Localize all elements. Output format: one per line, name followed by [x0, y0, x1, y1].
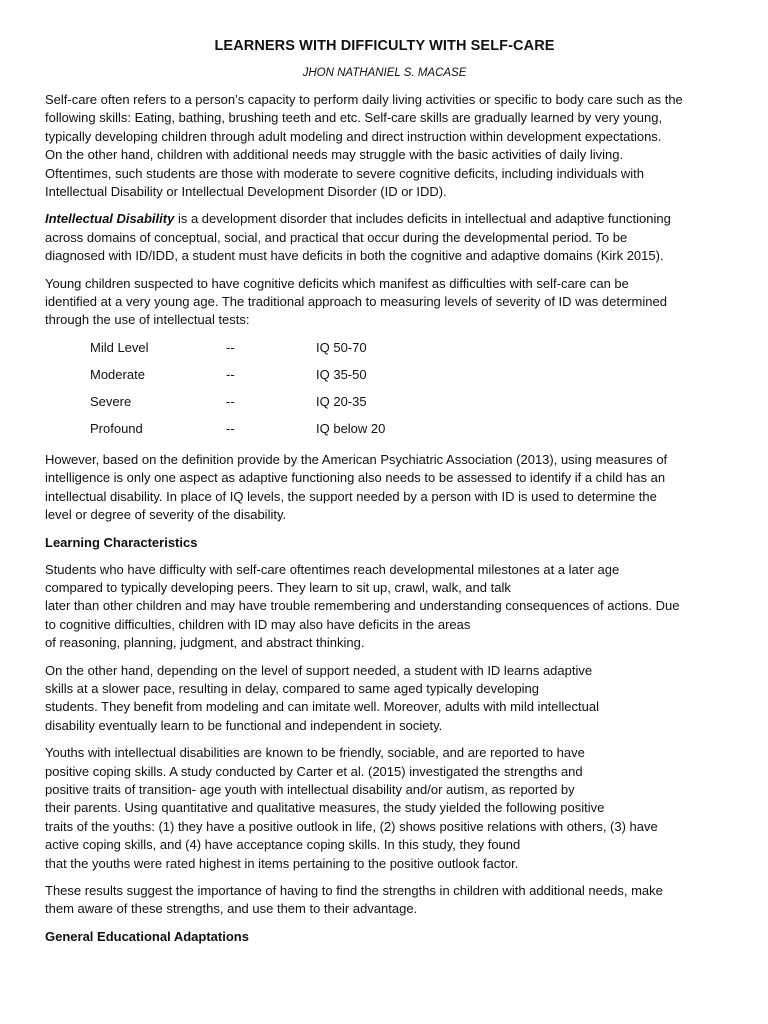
list-item: Mild Level -- IQ 50-70	[90, 339, 367, 355]
paragraph-young-children: Young children suspected to have cognitive deficits which manifest as difficulties with self-care can be identified at a very young age. The traditional approach to measuring levels of severity of ID was determined through the use of intellectual tests:	[45, 275, 667, 328]
paragraph-results: These results suggest the importance of having to find the strengths in children with additional needs, make them aware of these strengths, and use them to their advantage.	[45, 883, 663, 917]
paragraph-adaptive-skills: On the other hand, depending on the level of support needed, a student with ID learns adaptive skills at a slower pace, resulting in delay, compared to same aged typically developing students. They benefit from modeling and can imitate well. Moreover, adults with mild intellectual disability eventually learn to be functional and independent in society.	[45, 662, 599, 733]
heading-general-educational-adaptations: General Educational Adaptations	[45, 928, 249, 944]
list-item: Severe -- IQ 20-35	[90, 393, 367, 409]
document-title: LEARNERS WITH DIFFICULTY WITH SELF-CARE	[214, 38, 555, 54]
paragraph-self-care-intro: Self-care often refers to a person’s capacity to perform daily living activities or specific to body care such as the following skills: Eating, bathing, brushing teeth and etc. Self-care skills are gradually learned by very young, typically developing children through adult modeling and direct instruction within development expectations. On the other hand, children with additional needs may struggle with the basic activities of daily living. Oftentimes, such students are those with moderate to severe cognitive deficits, including individuals with Intellectual Disability or Intellectual Development Disorder (ID or IDD).	[45, 92, 683, 200]
author-name: JHON NATHANIEL S. MACASE	[302, 67, 467, 79]
paragraph-youth-traits: Youths with intellectual disabilities are known to be friendly, sociable, and are reported to have positive coping skills. A study conducted by Carter et al. (2015) investigated the strengths and positive traits of transition- age youth with intellectual disability and/or autism, as reported by their parents. Using quantitative and qualitative measures, the study yielded the following positive traits of the youths: (1) they have a positive outlook in life, (2) shows positive relations with others, (3) have active coping skills, and (4) have acceptance coping skills. In this study, they found that the youths were rated highest in items pertaining to the positive outlook factor.	[45, 745, 658, 871]
paragraph-id-definition: Intellectual Disability is a development disorder that includes deficits in intellectual and adaptive functioning across domains of conceptual, social, and practical that occur during the developmental period. To be diagnosed with ID/IDD, a student must have deficits in both the cognitive and adaptive domains (Kirk 2015).	[45, 211, 671, 264]
term-intellectual-disability: Intellectual Disability	[45, 211, 175, 227]
list-item: Moderate -- IQ 35-50	[90, 366, 367, 382]
paragraph-apa-definition: However, based on the definition provide by the American Psychiatric Association (2013), using measures of intelligence is only one aspect as adaptive functioning also needs to be assessed to identify if a child has an intellectual disability. In place of IQ levels, the support needed by a person with ID is used to determine the level or degree of severity of the disability.	[45, 451, 668, 523]
paragraph-milestones: Students who have difficulty with self-care oftentimes reach developmental milestones at a later age compared to typically developing peers. They learn to sit up, crawl, walk, and talk later than other children and may have trouble remembering and understanding consequences of actions. Due to cognitive difficulties, children with ID may also have deficits in the areas of reasoning, planning, judgment, and abstract thinking.	[45, 561, 680, 651]
list-item: Profound -- IQ below 20	[90, 420, 386, 436]
heading-learning-characteristics: Learning Characteristics	[45, 534, 198, 550]
iq-levels-list	[45, 339, 724, 447]
